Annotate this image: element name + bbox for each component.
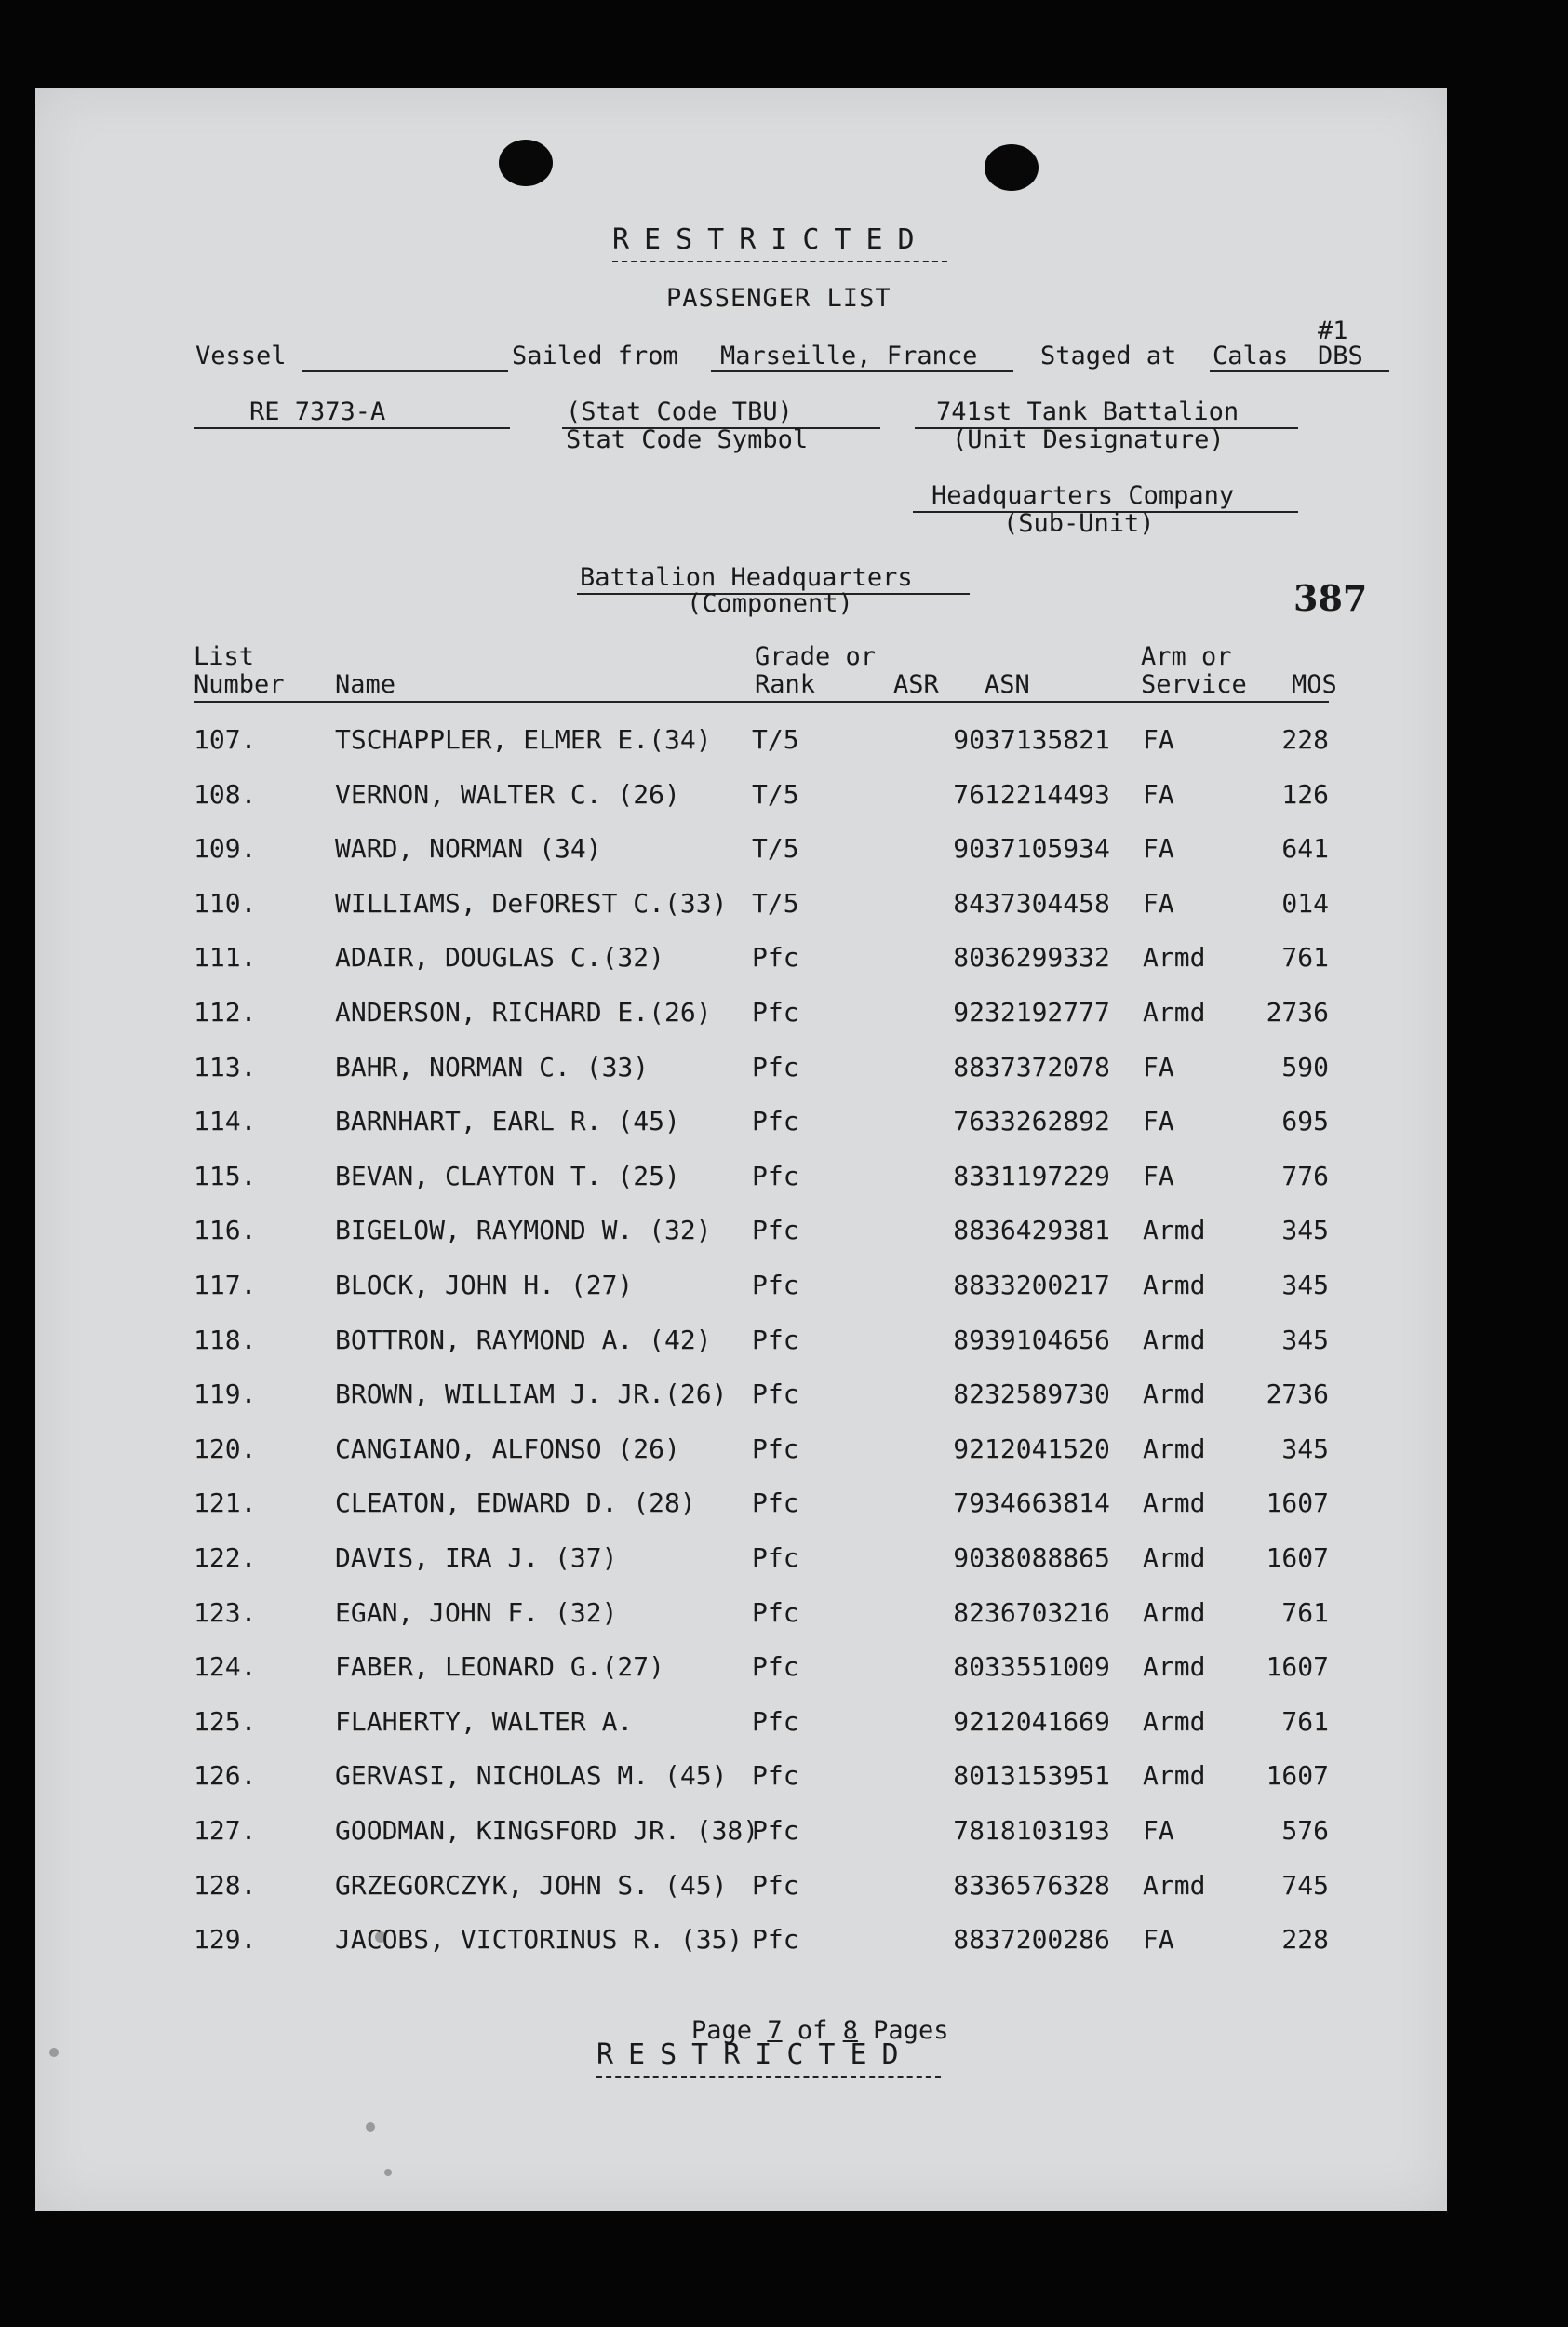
- row-asr: 88: [953, 1270, 985, 1300]
- row-mos: 1607: [1266, 1651, 1329, 1683]
- row-arm: Armd: [1143, 1487, 1206, 1519]
- row-number: 111.: [194, 942, 257, 974]
- header-arm-line2: Service: [1141, 670, 1247, 699]
- row-mos: 761: [1281, 1596, 1329, 1628]
- row-mos: 1607: [1266, 1487, 1329, 1519]
- table-row: [35, 724, 1447, 761]
- row-name: GOODMAN, KINGSFORD JR. (38): [335, 1815, 759, 1846]
- row-asr: 78: [953, 1815, 985, 1846]
- row-name: BARNHART, EARL R. (45): [335, 1106, 680, 1137]
- table-row: [35, 1052, 1447, 1089]
- staged-value: Calas: [1213, 342, 1289, 370]
- row-asr: 83: [953, 1160, 985, 1191]
- ref-number: #1: [1318, 316, 1348, 345]
- row-asn: 12041520: [985, 1433, 1110, 1464]
- page-title: PASSENGER LIST: [666, 284, 891, 313]
- page-current: 7: [767, 2016, 783, 2045]
- staged-line: [1210, 370, 1389, 372]
- table-row: [35, 1106, 1447, 1143]
- row-name: BEVAN, CLAYTON T. (25): [335, 1160, 680, 1191]
- row-asr: 90: [953, 1542, 985, 1573]
- row-arm: FA: [1143, 1160, 1174, 1191]
- row-grade: Pfc: [752, 1487, 799, 1519]
- row-grade: T/5: [752, 887, 799, 919]
- row-mos: 228: [1281, 724, 1329, 755]
- row-asn: 39104656: [985, 1324, 1110, 1355]
- subunit-label: (Sub-Unit): [1003, 509, 1155, 538]
- row-asn: 36703216: [985, 1596, 1110, 1628]
- row-arm: Armd: [1143, 1596, 1206, 1628]
- row-number: 113.: [194, 1051, 257, 1083]
- row-number: 114.: [194, 1106, 257, 1137]
- row-asr: 92: [953, 1705, 985, 1737]
- row-grade: Pfc: [752, 1379, 799, 1410]
- row-number: 129.: [194, 1924, 257, 1956]
- sailed-line: [711, 370, 1013, 372]
- table-row: [35, 1325, 1447, 1362]
- header-list-line1: List: [194, 642, 255, 671]
- row-arm: Armd: [1143, 997, 1206, 1028]
- restricted-bottom-underline: [596, 2076, 941, 2078]
- table-row: [35, 1487, 1447, 1525]
- table-row: [35, 997, 1447, 1034]
- row-asr: 89: [953, 1324, 985, 1355]
- row-grade: Pfc: [752, 942, 799, 974]
- row-name: BIGELOW, RAYMOND W. (32): [335, 1215, 712, 1246]
- row-asn: 37200286: [985, 1924, 1110, 1956]
- row-grade: Pfc: [752, 1051, 799, 1083]
- row-asn: 37135821: [985, 724, 1110, 755]
- punch-hole-left: [499, 140, 553, 186]
- row-asn: 36576328: [985, 1869, 1110, 1901]
- row-asn: 13153951: [985, 1760, 1110, 1792]
- row-number: 120.: [194, 1433, 257, 1464]
- row-number: 108.: [194, 778, 257, 810]
- code-line: [194, 427, 510, 429]
- table-row: [35, 888, 1447, 925]
- row-number: 112.: [194, 997, 257, 1028]
- row-number: 117.: [194, 1270, 257, 1300]
- row-number: 121.: [194, 1487, 257, 1519]
- row-name: BOTTRON, RAYMOND A. (42): [335, 1324, 712, 1355]
- header-name: Name: [335, 670, 396, 699]
- row-asr: 76: [953, 1106, 985, 1137]
- header-asn: ASN: [985, 670, 1030, 699]
- row-name: BAHR, NORMAN C. (33): [335, 1051, 650, 1083]
- row-grade: T/5: [752, 833, 799, 865]
- row-asr: 79: [953, 1487, 985, 1519]
- sailed-value: Marseille, France: [720, 342, 978, 370]
- row-number: 118.: [194, 1324, 257, 1355]
- row-arm: Armd: [1143, 1869, 1206, 1901]
- page-stamp: 387: [1293, 577, 1368, 619]
- row-asn: 18103193: [985, 1815, 1110, 1846]
- row-number: 115.: [194, 1160, 257, 1191]
- row-arm: FA: [1143, 887, 1174, 919]
- vessel-line: [302, 370, 508, 372]
- row-mos: 761: [1281, 942, 1329, 974]
- row-asn: 12214493: [985, 778, 1110, 810]
- row-arm: Armd: [1143, 1215, 1206, 1246]
- row-number: 107.: [194, 724, 257, 755]
- row-asn: 37105934: [985, 833, 1110, 865]
- row-grade: Pfc: [752, 1324, 799, 1355]
- row-mos: 745: [1281, 1869, 1329, 1901]
- row-grade: Pfc: [752, 1160, 799, 1191]
- row-mos: 761: [1281, 1705, 1329, 1737]
- row-mos: 590: [1281, 1051, 1329, 1083]
- subunit-value: Headquarters Company: [931, 481, 1235, 510]
- table-row: [35, 1379, 1447, 1416]
- row-mos: 228: [1281, 1924, 1329, 1956]
- row-name: DAVIS, IRA J. (37): [335, 1542, 618, 1573]
- punch-hole-right: [985, 144, 1039, 191]
- row-name: EGAN, JOHN F. (32): [335, 1596, 618, 1628]
- table-row: [35, 1924, 1447, 1961]
- table-row: [35, 1760, 1447, 1797]
- row-name: FABER, LEONARD G.(27): [335, 1651, 665, 1683]
- table-row: [35, 1542, 1447, 1580]
- row-mos: 345: [1281, 1433, 1329, 1464]
- row-grade: Pfc: [752, 1924, 799, 1956]
- row-asn: 12041669: [985, 1705, 1110, 1737]
- table-row: [35, 1651, 1447, 1688]
- row-arm: FA: [1143, 833, 1174, 865]
- unit-label: (Unit Designature): [952, 425, 1225, 454]
- header-mos: MOS: [1292, 670, 1337, 699]
- row-arm: Armd: [1143, 942, 1206, 974]
- row-asr: 88: [953, 1051, 985, 1083]
- row-grade: Pfc: [752, 1651, 799, 1683]
- row-grade: Pfc: [752, 997, 799, 1028]
- row-asr: 90: [953, 724, 985, 755]
- header-grade-line2: Rank: [755, 670, 816, 699]
- row-name: BROWN, WILLIAM J. JR.(26): [335, 1379, 728, 1410]
- row-arm: FA: [1143, 724, 1174, 755]
- row-number: 128.: [194, 1869, 257, 1901]
- row-arm: Armd: [1143, 1651, 1206, 1683]
- row-mos: 1607: [1266, 1542, 1329, 1573]
- row-grade: Pfc: [752, 1596, 799, 1628]
- table-row: [35, 1815, 1447, 1852]
- row-grade: Pfc: [752, 1542, 799, 1573]
- row-name: TSCHAPPLER, ELMER E.(34): [335, 724, 712, 755]
- row-mos: 2736: [1266, 997, 1329, 1028]
- row-name: JACOBS, VICTORINUS R. (35): [335, 1924, 744, 1956]
- row-arm: FA: [1143, 1815, 1174, 1846]
- table-row: [35, 1215, 1447, 1252]
- row-name: CLEATON, EDWARD D. (28): [335, 1487, 696, 1519]
- staged-label: Staged at: [1040, 342, 1177, 370]
- table-row: [35, 1870, 1447, 1907]
- row-asn: 36299332: [985, 942, 1110, 974]
- row-number: 116.: [194, 1215, 257, 1246]
- row-asn: 37372078: [985, 1051, 1110, 1083]
- row-number: 110.: [194, 887, 257, 919]
- row-grade: Pfc: [752, 1215, 799, 1246]
- row-grade: Pfc: [752, 1270, 799, 1300]
- page-suffix: Pages: [873, 2016, 949, 2045]
- row-asn: 33200217: [985, 1270, 1110, 1300]
- row-number: 124.: [194, 1651, 257, 1683]
- sailed-label: Sailed from: [512, 342, 678, 370]
- row-mos: 641: [1281, 833, 1329, 865]
- row-mos: 126: [1281, 778, 1329, 810]
- restricted-top: RESTRICTED: [612, 223, 930, 256]
- table-row: [35, 942, 1447, 979]
- row-asr: 80: [953, 1651, 985, 1683]
- row-asn: 32192777: [985, 997, 1110, 1028]
- table-row: [35, 1706, 1447, 1743]
- vessel-label: Vessel: [195, 342, 287, 370]
- row-asr: 88: [953, 1215, 985, 1246]
- table-row: [35, 779, 1447, 816]
- row-mos: 345: [1281, 1324, 1329, 1355]
- header-grade-line1: Grade or: [755, 642, 877, 671]
- row-grade: Pfc: [752, 1433, 799, 1464]
- row-asr: 82: [953, 1596, 985, 1628]
- row-mos: 1607: [1266, 1760, 1329, 1792]
- row-asn: 38088865: [985, 1542, 1110, 1573]
- page-of: of: [797, 2016, 828, 2045]
- row-name: WILLIAMS, DeFOREST C.(33): [335, 887, 728, 919]
- row-asr: 84: [953, 887, 985, 919]
- stat-code-label: Stat Code Symbol: [566, 425, 809, 454]
- row-asr: 80: [953, 1760, 985, 1792]
- row-arm: Armd: [1143, 1324, 1206, 1355]
- row-arm: Armd: [1143, 1433, 1206, 1464]
- row-asn: 32589730: [985, 1379, 1110, 1410]
- ref-code: DBS: [1318, 342, 1363, 370]
- row-name: ADAIR, DOUGLAS C.(32): [335, 942, 665, 974]
- row-grade: Pfc: [752, 1815, 799, 1846]
- header-arm-line1: Arm or: [1141, 642, 1232, 671]
- row-grade: Pfc: [752, 1869, 799, 1901]
- row-mos: 576: [1281, 1815, 1329, 1846]
- component-label: (Component): [687, 589, 853, 618]
- table-row: [35, 1270, 1447, 1307]
- row-arm: Armd: [1143, 1542, 1206, 1573]
- row-asr: 83: [953, 1869, 985, 1901]
- row-arm: FA: [1143, 1924, 1174, 1956]
- row-number: 123.: [194, 1596, 257, 1628]
- row-mos: 2736: [1266, 1379, 1329, 1410]
- row-name: WARD, NORMAN (34): [335, 833, 602, 865]
- row-asr: 92: [953, 1433, 985, 1464]
- row-name: GERVASI, NICHOLAS M. (45): [335, 1760, 728, 1792]
- table-row: [35, 1597, 1447, 1634]
- row-asr: 92: [953, 997, 985, 1028]
- header-list-line2: Number: [194, 670, 285, 699]
- row-arm: Armd: [1143, 1379, 1206, 1410]
- row-number: 119.: [194, 1379, 257, 1410]
- header-rule: [194, 701, 1329, 703]
- row-asr: 76: [953, 778, 985, 810]
- header-asr: ASR: [893, 670, 939, 699]
- row-asr: 88: [953, 1924, 985, 1956]
- code-value: RE 7373-A: [249, 397, 386, 426]
- unit-value: 741st Tank Battalion: [936, 397, 1240, 426]
- row-asr: 90: [953, 833, 985, 865]
- row-asn: 33262892: [985, 1106, 1110, 1137]
- row-grade: T/5: [752, 724, 799, 755]
- row-mos: 014: [1281, 887, 1329, 919]
- row-arm: Armd: [1143, 1760, 1206, 1792]
- row-asn: 37304458: [985, 887, 1110, 919]
- component-value: Battalion Headquarters: [580, 563, 913, 592]
- row-name: VERNON, WALTER C. (26): [335, 778, 680, 810]
- row-grade: Pfc: [752, 1106, 799, 1137]
- row-mos: 345: [1281, 1270, 1329, 1300]
- row-arm: Armd: [1143, 1270, 1206, 1300]
- row-number: 122.: [194, 1542, 257, 1573]
- row-asn: 36429381: [985, 1215, 1110, 1246]
- row-number: 109.: [194, 833, 257, 865]
- document-sheet: [35, 88, 1447, 2211]
- row-grade: T/5: [752, 778, 799, 810]
- table-row: [35, 833, 1447, 870]
- page-prefix: Page: [691, 2016, 753, 2045]
- restricted-top-underline: [612, 261, 947, 262]
- row-name: ANDERSON, RICHARD E.(26): [335, 997, 712, 1028]
- row-name: BLOCK, JOHN H. (27): [335, 1270, 634, 1300]
- table-row: [35, 1161, 1447, 1198]
- row-grade: Pfc: [752, 1705, 799, 1737]
- row-number: 126.: [194, 1760, 257, 1792]
- row-asn: 31197229: [985, 1160, 1110, 1191]
- row-mos: 345: [1281, 1215, 1329, 1246]
- row-arm: Armd: [1143, 1705, 1206, 1737]
- row-name: CANGIANO, ALFONSO (26): [335, 1433, 680, 1464]
- row-number: 127.: [194, 1815, 257, 1846]
- row-name: FLAHERTY, WALTER A.: [335, 1705, 634, 1737]
- row-asn: 34663814: [985, 1487, 1110, 1519]
- row-mos: 776: [1281, 1160, 1329, 1191]
- row-name: GRZEGORCZYK, JOHN S. (45): [335, 1869, 728, 1901]
- stat-code-value: (Stat Code TBU): [566, 397, 793, 426]
- restricted-bottom: RESTRICTED: [596, 2038, 914, 2071]
- speck: [49, 2048, 59, 2057]
- row-asr: 82: [953, 1379, 985, 1410]
- page-total: 8: [842, 2016, 858, 2045]
- row-asn: 33551009: [985, 1651, 1110, 1683]
- table-row: [35, 1433, 1447, 1471]
- speck: [384, 2169, 392, 2176]
- row-grade: Pfc: [752, 1760, 799, 1792]
- row-arm: FA: [1143, 778, 1174, 810]
- row-asr: 80: [953, 942, 985, 974]
- row-arm: FA: [1143, 1051, 1174, 1083]
- row-number: 125.: [194, 1705, 257, 1737]
- speck: [366, 2122, 375, 2132]
- row-arm: FA: [1143, 1106, 1174, 1137]
- row-mos: 695: [1281, 1106, 1329, 1137]
